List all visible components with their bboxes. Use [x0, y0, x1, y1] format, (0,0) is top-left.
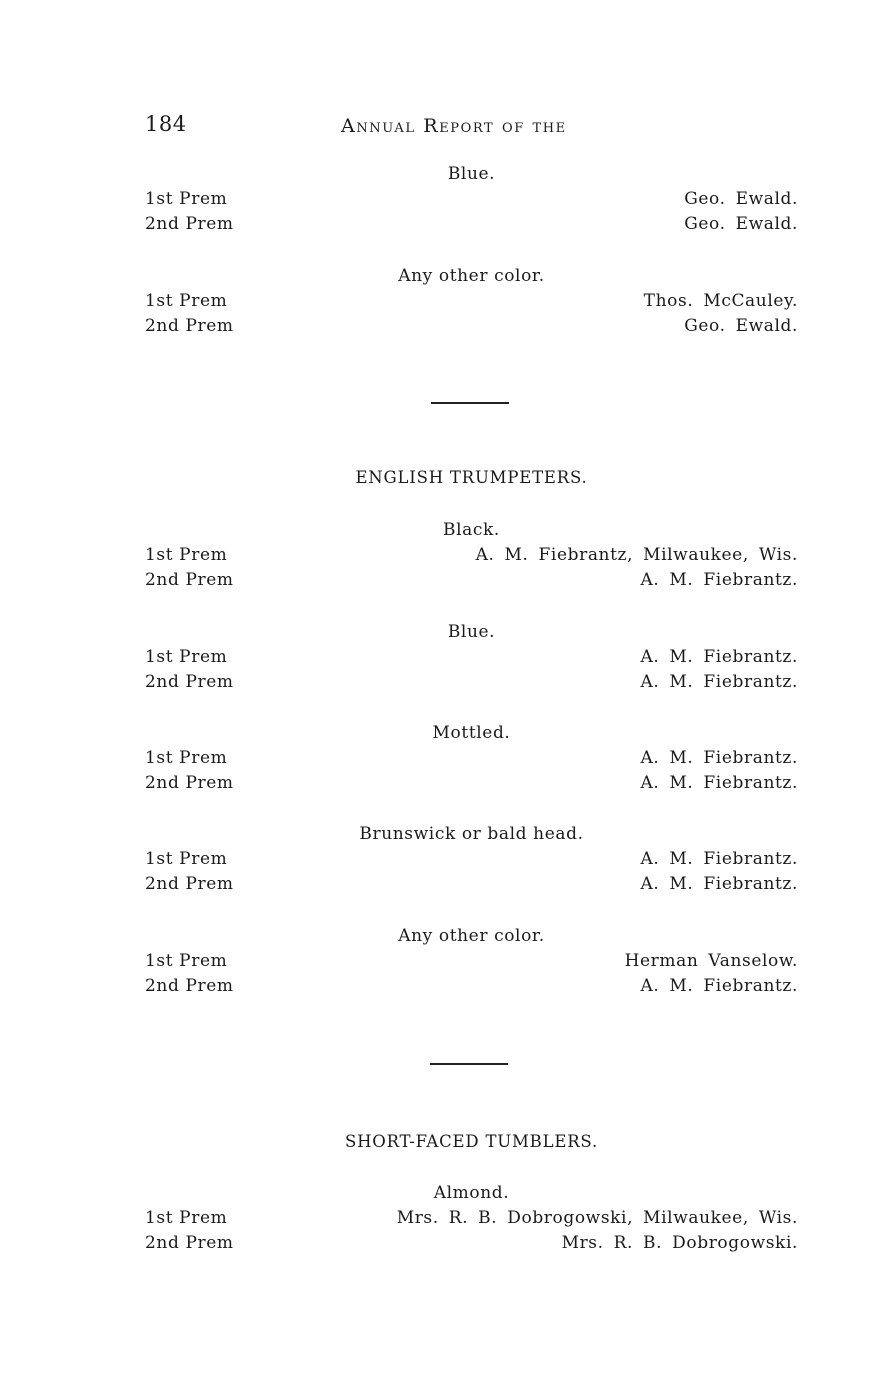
award-label: 2nd Prem: [145, 672, 234, 692]
award-label: 2nd Prem: [145, 570, 234, 590]
award-entry: [145, 974, 798, 999]
award-winner: Mrs. R. B. Dobrogowski, Milwaukee, Wis.: [396, 1208, 798, 1228]
award-winner: A. M. Fiebrantz.: [640, 647, 798, 667]
award-winner: Geo. Ewald.: [684, 214, 798, 234]
award-group: [145, 264, 798, 339]
award-winner: A. M. Fiebrantz.: [640, 874, 798, 894]
award-entry: [145, 771, 798, 796]
running-title: Annual Report of the: [341, 115, 567, 137]
award-label: 2nd Prem: [145, 316, 234, 336]
award-label: 2nd Prem: [145, 214, 234, 234]
award-entry: [145, 543, 798, 568]
award-group: [145, 162, 798, 237]
award-group: [145, 620, 798, 695]
group-subtitle: Brunswick or bald head.: [359, 824, 584, 844]
award-label: 1st Prem: [145, 849, 228, 869]
award-entry: [145, 187, 798, 212]
award-label: 2nd Prem: [145, 874, 234, 894]
group-subtitle: Any other color.: [398, 926, 545, 946]
award-label: 2nd Prem: [145, 976, 234, 996]
award-winner: A. M. Fiebrantz.: [640, 672, 798, 692]
award-winner: A. M. Fiebrantz.: [640, 570, 798, 590]
award-winner: A. M. Fiebrantz.: [640, 976, 798, 996]
award-winner: A. M. Fiebrantz.: [640, 849, 798, 869]
award-winner: Mrs. R. B. Dobrogowski.: [561, 1233, 798, 1253]
award-label: 1st Prem: [145, 291, 228, 311]
award-winner: Geo. Ewald.: [684, 316, 798, 336]
page-number: 184: [145, 112, 187, 136]
award-label: 1st Prem: [145, 748, 228, 768]
award-entry: [145, 1231, 798, 1256]
award-winner: A. M. Fiebrantz.: [640, 773, 798, 793]
award-entry: [145, 1206, 798, 1231]
page-header: [145, 112, 800, 140]
award-winner: Geo. Ewald.: [684, 189, 798, 209]
section-heading: SHORT-FACED TUMBLERS.: [345, 1132, 598, 1151]
award-label: 1st Prem: [145, 545, 228, 565]
group-subtitle: Any other color.: [398, 266, 545, 286]
group-subtitle: Mottled.: [432, 723, 511, 743]
award-entry: [145, 314, 798, 339]
group-subtitle: Almond.: [433, 1183, 510, 1203]
award-label: 1st Prem: [145, 1208, 228, 1228]
section-divider: [430, 1063, 508, 1065]
section-heading: ENGLISH TRUMPETERS.: [355, 468, 588, 487]
section-divider: [431, 402, 509, 404]
award-label: 2nd Prem: [145, 1233, 234, 1253]
award-label: 1st Prem: [145, 951, 228, 971]
award-label: 2nd Prem: [145, 773, 234, 793]
award-label: 1st Prem: [145, 647, 228, 667]
award-group: [145, 518, 798, 593]
award-entry: [145, 949, 798, 974]
award-label: 1st Prem: [145, 189, 228, 209]
award-entry: [145, 568, 798, 593]
award-entry: [145, 746, 798, 771]
award-entry: [145, 670, 798, 695]
award-winner: Thos. McCauley.: [643, 291, 798, 311]
award-entry: [145, 847, 798, 872]
award-winner: A. M. Fiebrantz.: [640, 748, 798, 768]
group-subtitle: Black.: [443, 520, 500, 540]
group-subtitle: Blue.: [447, 164, 496, 184]
award-entry: [145, 645, 798, 670]
group-subtitle: Blue.: [447, 622, 496, 642]
award-group: [145, 1181, 798, 1256]
award-winner: A. M. Fiebrantz, Milwaukee, Wis.: [475, 545, 798, 565]
award-entry: [145, 212, 798, 237]
award-winner: Herman Vanselow.: [624, 951, 798, 971]
award-entry: [145, 289, 798, 314]
award-group: [145, 721, 798, 796]
award-group: [145, 822, 798, 897]
award-group: [145, 924, 798, 999]
award-entry: [145, 872, 798, 897]
